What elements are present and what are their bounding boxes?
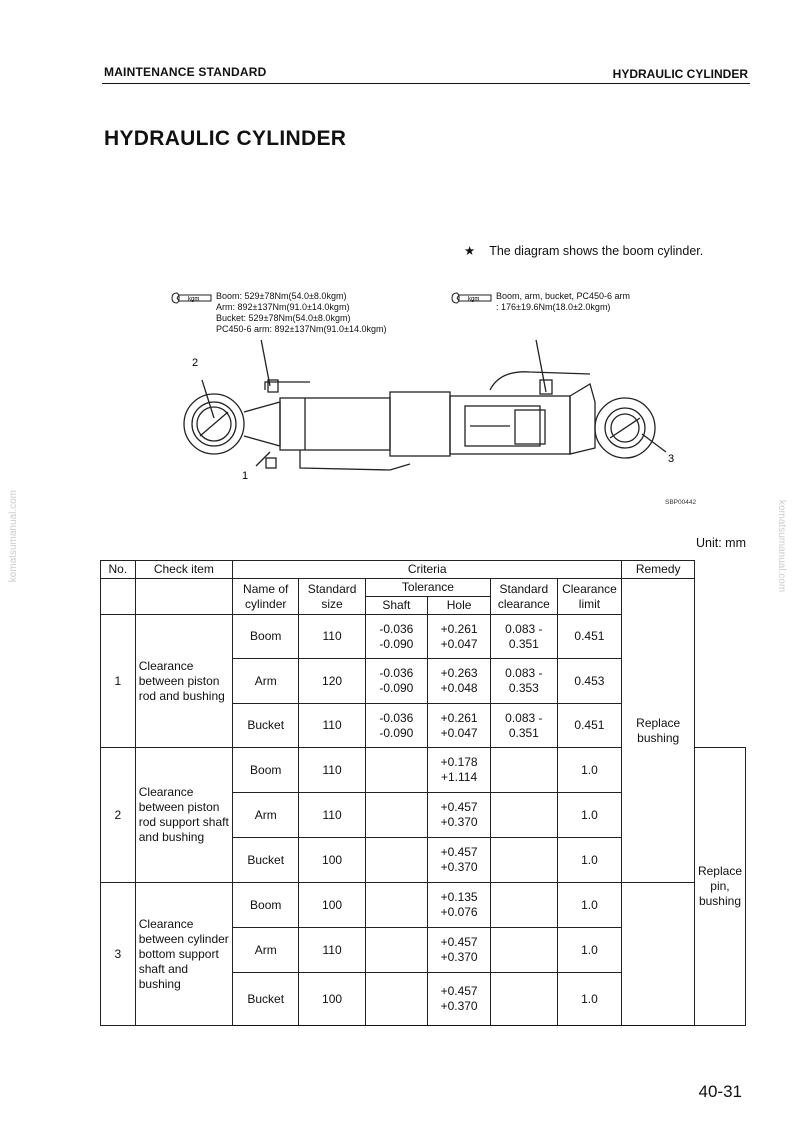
cell-hole: +0.261 +0.047 <box>428 704 491 748</box>
cell-hole: +0.457 +0.370 <box>428 793 491 838</box>
cell-std <box>491 838 557 883</box>
cell-name: Arm <box>232 793 298 838</box>
cell-name: Boom <box>232 883 298 928</box>
cell-hole: +0.457 +0.370 <box>428 838 491 883</box>
cell-hole: +0.263 +0.048 <box>428 659 491 704</box>
header-spacer-item <box>135 579 232 615</box>
header-hole: Hole <box>428 597 491 615</box>
wrench-icon <box>170 291 216 305</box>
cell-shaft: -0.036 -0.090 <box>365 704 427 748</box>
cell-check-item: Clearance between piston rod and bushing <box>135 615 232 748</box>
cell-shaft <box>365 928 427 973</box>
torque-right-line: Boom, arm, bucket, PC450-6 arm <box>496 291 631 301</box>
cell-shaft <box>365 883 427 928</box>
wrench-unit-right: kgm <box>468 296 480 303</box>
cell-std <box>491 928 557 973</box>
cell-std: 0.083 - 0.353 <box>491 659 557 704</box>
cell-no: 2 <box>101 748 136 883</box>
header-remedy: Remedy <box>622 561 695 579</box>
header-rule <box>102 83 750 84</box>
callout-1: 1 <box>242 470 249 480</box>
cell-name: Bucket <box>232 973 298 1026</box>
cell-remedy-1: Replace bushing <box>622 579 695 883</box>
cell-name: Boom <box>232 615 298 659</box>
cell-std <box>491 883 557 928</box>
header-standard-size: Standard size <box>299 579 365 615</box>
table-subheader-row <box>101 579 746 597</box>
cell-remedy-2: Replace pin, bushing <box>694 748 745 1026</box>
cell-hole: +0.457 +0.370 <box>428 928 491 973</box>
cell-std: 0.083 - 0.351 <box>491 615 557 659</box>
diagram-note-text: The diagram shows the boom cylinder. <box>489 244 704 258</box>
maintenance-standard-table <box>100 560 746 1026</box>
watermark-right: komatsumanual.com <box>776 500 787 593</box>
page-number: 40-31 <box>698 1082 742 1101</box>
cell-hole: +0.135 +0.076 <box>428 883 491 928</box>
cell-name: Bucket <box>232 704 298 748</box>
cell-size: 110 <box>299 615 365 659</box>
cell-shaft <box>365 793 427 838</box>
unit-label: Unit: mm <box>696 536 746 550</box>
wrench-unit-left: kgm <box>188 296 200 303</box>
cell-limit: 0.453 <box>557 659 622 704</box>
table-row <box>101 883 746 928</box>
header-name-of-cylinder: Name of cylinder <box>232 579 298 615</box>
cell-size: 100 <box>299 883 365 928</box>
star-icon: ★ <box>464 244 476 258</box>
cell-name: Boom <box>232 748 298 793</box>
wrench-icon <box>450 291 496 305</box>
cell-std <box>491 748 557 793</box>
cell-std <box>491 793 557 838</box>
cell-size: 110 <box>299 704 365 748</box>
header-tolerance: Tolerance <box>365 579 490 597</box>
cell-limit: 1.0 <box>557 838 622 883</box>
table-header-row <box>101 561 746 579</box>
cell-name: Arm <box>232 659 298 704</box>
cell-size: 100 <box>299 838 365 883</box>
cell-shaft: -0.036 -0.090 <box>365 659 427 704</box>
cell-size: 100 <box>299 973 365 1026</box>
cell-shaft: -0.036 -0.090 <box>365 615 427 659</box>
torque-right-line: : 176±19.6Nm(18.0±2.0kgm) <box>496 302 611 312</box>
cell-size: 110 <box>299 748 365 793</box>
cell-shaft <box>365 748 427 793</box>
header-section-title: MAINTENANCE STANDARD <box>104 65 267 79</box>
cell-limit: 1.0 <box>557 883 622 928</box>
watermark-left: komatsumanual.com <box>8 490 19 583</box>
header-standard-clearance: Standard clearance <box>491 579 557 615</box>
cell-shaft <box>365 973 427 1026</box>
header-chapter-title: HYDRAULIC CYLINDER <box>612 67 748 81</box>
cell-limit: 1.0 <box>557 928 622 973</box>
cell-no: 1 <box>101 615 136 748</box>
torque-spec-left <box>170 291 386 335</box>
cell-hole: +0.178 +1.114 <box>428 748 491 793</box>
header-shaft: Shaft <box>365 597 427 615</box>
torque-left-line: Boom: 529±78Nm(54.0±8.0kgm) <box>216 291 347 301</box>
cell-limit: 0.451 <box>557 615 622 659</box>
callout-3: 3 <box>668 453 675 465</box>
cell-no: 3 <box>101 883 136 1026</box>
cylinder-diagram <box>170 340 690 480</box>
torque-spec-right <box>450 291 630 313</box>
cell-shaft <box>365 838 427 883</box>
cell-check-item: Clearance between cylinder bottom support shaft and bushing <box>135 883 232 1026</box>
cell-limit: 1.0 <box>557 748 622 793</box>
cell-hole: +0.261 +0.047 <box>428 615 491 659</box>
callout-2: 2 <box>192 357 199 369</box>
cell-size: 110 <box>299 928 365 973</box>
cell-std: 0.083 - 0.351 <box>491 704 557 748</box>
cell-size: 120 <box>299 659 365 704</box>
cell-limit: 1.0 <box>557 973 622 1026</box>
figure-code: SBP00442 <box>665 499 697 506</box>
header-criteria: Criteria <box>232 561 621 579</box>
cell-check-item: Clearance between piston rod support shaft and bushing <box>135 748 232 883</box>
diagram-note <box>464 243 703 258</box>
cell-hole: +0.457 +0.370 <box>428 973 491 1026</box>
cell-limit: 1.0 <box>557 793 622 838</box>
page-title: HYDRAULIC CYLINDER <box>104 127 347 150</box>
torque-left-line: Bucket: 529±78Nm(54.0±8.0kgm) <box>216 313 351 323</box>
header-check-item: Check item <box>135 561 232 579</box>
cell-name: Arm <box>232 928 298 973</box>
cell-size: 110 <box>299 793 365 838</box>
header-no: No. <box>101 561 136 579</box>
header-clearance-limit: Clearance limit <box>557 579 622 615</box>
header-spacer-no <box>101 579 136 615</box>
cell-std <box>491 973 557 1026</box>
torque-left-line: Arm: 892±137Nm(91.0±14.0kgm) <box>216 302 350 312</box>
cell-name: Bucket <box>232 838 298 883</box>
torque-left-line: PC450-6 arm: 892±137Nm(91.0±14.0kgm) <box>216 324 387 334</box>
cell-limit: 0.451 <box>557 704 622 748</box>
